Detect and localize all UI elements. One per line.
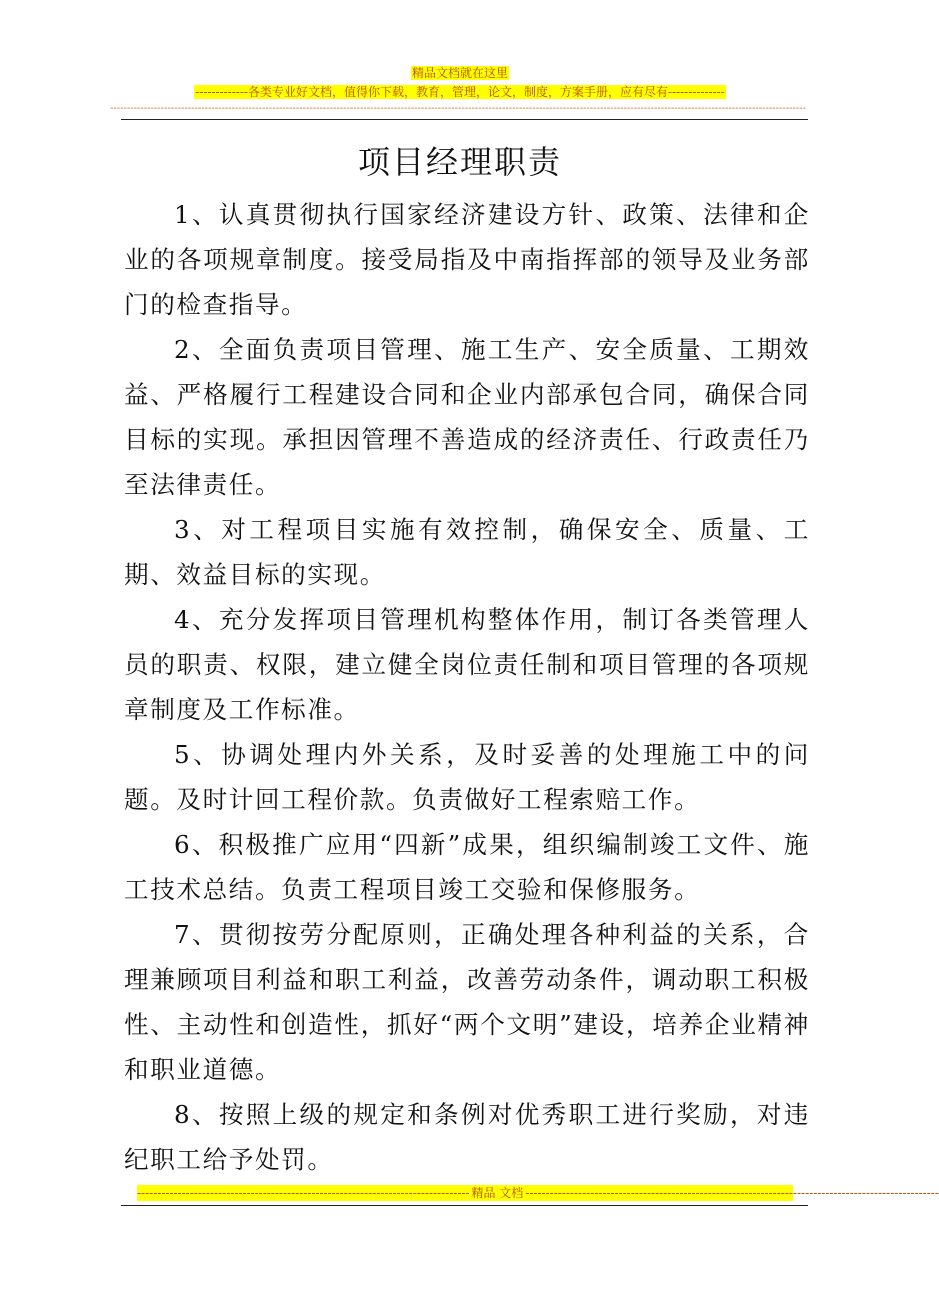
footer-dash-left: ---------------------------------------------------------------------------------- [137, 1186, 470, 1200]
footer-rule [121, 1205, 808, 1206]
footer-dash-right: ------------------------------------------------------------------------------------------------------ [525, 1186, 939, 1200]
header-banner-subtitle [0, 85, 920, 100]
header-banner-title [0, 66, 920, 81]
paragraph-4: 4、充分发挥项目管理机构整体作用，制订各类管理人员的职责、权限，建立健全岗位责任制和项目管理的各项规章制度及工作标准。 [124, 605, 810, 724]
document-title: 项目经理职责 [357, 143, 562, 181]
paragraph-2: 2、全面负责项目管理、施工生产、安全质量、工期效益、严格履行工程建设合同和企业内部承包合同，确保合同目标的实现。承担因管理不善造成的经济责任、行政责任乃至法律责任。 [124, 335, 810, 499]
paragraph-6: 6、积极推广应用“四新”成果，组织编制竣工文件、施工技术总结。负责工程项目竣工交验和保修服务。 [124, 830, 810, 904]
footer-label: 精品 文档 [471, 1186, 524, 1200]
paragraph-5: 5、协调处理内外关系，及时妥善的处理施工中的问题。及时计回工程价款。负责做好工程索赔工作。 [124, 740, 810, 814]
header-banner-subtitle-text: -------------各类专业好文档，值得你下载，教育，管理，论文，制度，方案手册，应有尽有-------------- [195, 85, 725, 99]
header-dashed-line: -------------------------------------------------------------------------------------------------------------------------------------------------------------------------------------------------------------- [110, 103, 807, 114]
header-banner-title-text: 精品文档就在这里 [411, 66, 508, 80]
paragraph-3: 3、对工程项目实施有效控制，确保安全、质量、工期、效益目标的实现。 [124, 515, 810, 589]
paragraph-8: 8、按照上级的规定和条例对优秀职工进行奖励，对违纪职工给予处罚。 [124, 1100, 810, 1174]
header-rule [121, 119, 808, 120]
footer-banner [137, 1185, 939, 1201]
paragraph-1: 1、认真贯彻执行国家经济建设方针、政策、法律和企业的各项规章制度。接受局指及中南指挥部的领导及业务部门的检查指导。 [124, 200, 810, 319]
paragraph-7: 7、贯彻按劳分配原则，正确处理各种利益的关系，合理兼顾项目利益和职工利益，改善劳动条件，调动职工积极性、主动性和创造性，抓好“两个文明”建设，培养企业精神和职业道德。 [124, 920, 810, 1084]
document-body [124, 192, 810, 1182]
